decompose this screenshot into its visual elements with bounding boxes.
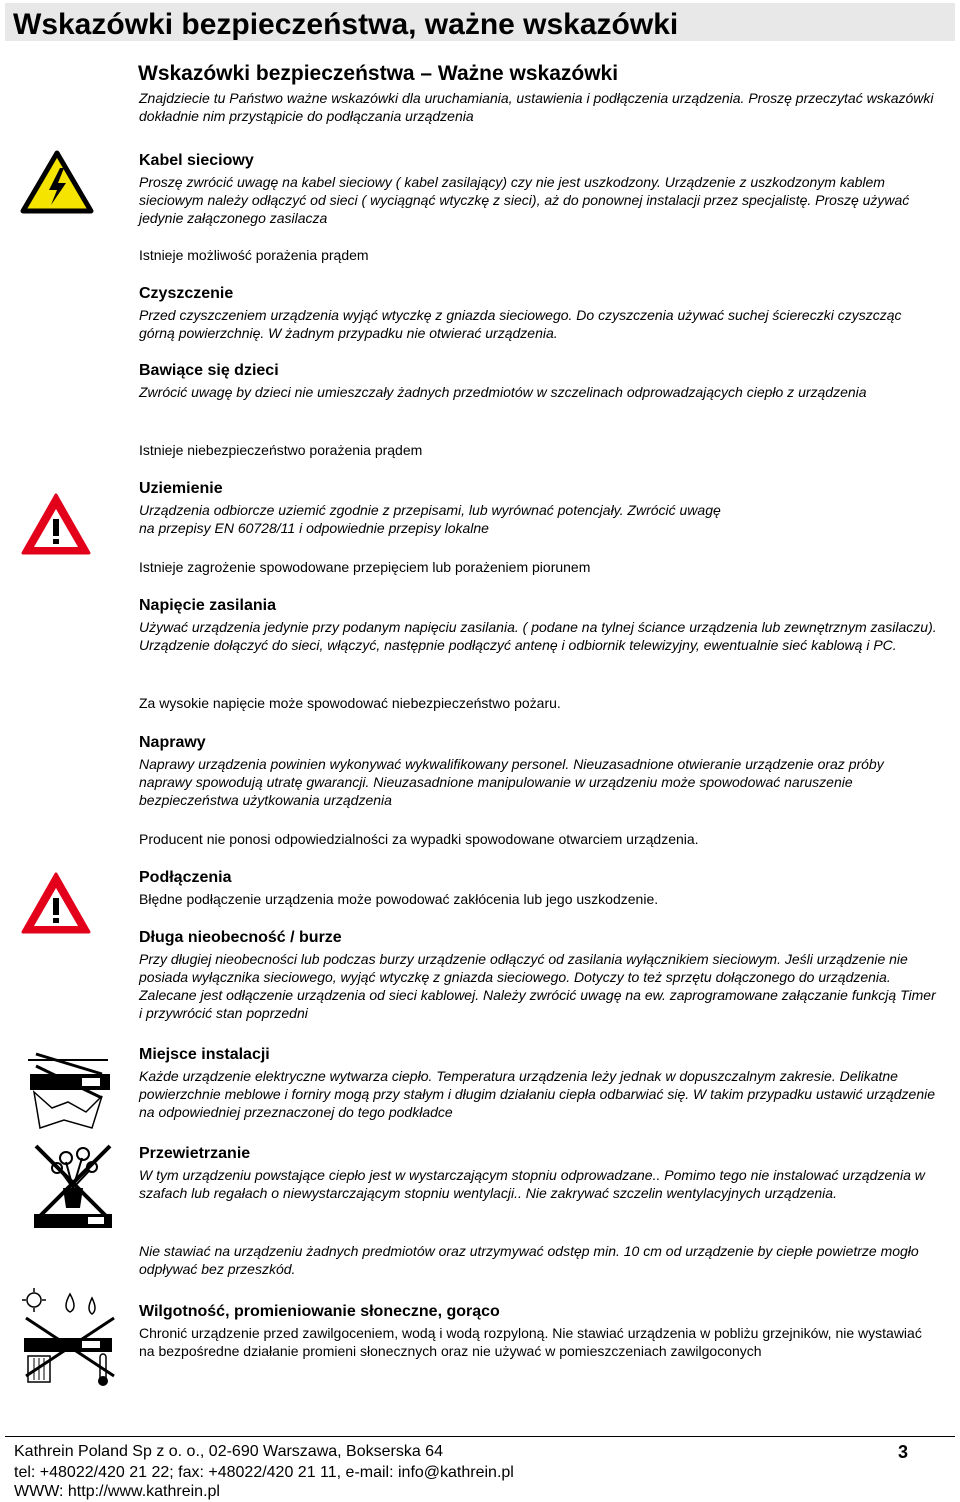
section-miejsce-instalacji — [139, 1045, 939, 1121]
title-bar — [5, 3, 955, 41]
section-text: Używać urządzenia jedynie przy podanym napięciu zasilania. ( podane na tylnej ściance urządzenia lub zewnętrznym zasilaczu). Urządzenie dołączyć do sieci, włączyć, następnie podłączyć antenę i odbiornik telewizyjny, ewentualnie sieć kablową i PC. — [139, 619, 937, 653]
intro-text: Znajdziecie tu Państwo ważne wskazówki dla uruchamiania, ustawienia i podłączenia urządzenia. Proszę przeczytać wskazówki dokładnie nim przystąpicie do podłączania urządzenia — [139, 90, 934, 124]
section-text: Chronić urządzenie przed zawilgoceniem, wodą i wodą rozpyloną. Nie stawiać urządzenia w pobliżu grzejników, nie wystawiać na bezpośredne działanie promieni słonecznych oraz nie używać w pomieszczeniach zawilgoconych — [139, 1325, 922, 1359]
section-text: Urządzenia odbiorcze uziemić zgodnie z przepisami, lub wyrównać potencjały. Zwrócić uwagę na przepisy EN 60728/11 i odpowiednie przepisy lokalne — [139, 502, 721, 536]
section-czyszczenie — [139, 284, 939, 342]
section-text: Zwrócić uwagę by dzieci nie umieszczały żadnych przedmiotów w szczelinach odprowadzających ciepło z urządzenia — [139, 384, 867, 400]
section-text: Przy długiej nieobecności lub podczas burzy urządzenie odłączyć od zasilania wyłącznikiem sieciowym. Jeśli urządzenie nie posiada wyłącznika sieciowego, wyjąć wtyczkę z gniazda sieciowego. Dotyczy to też sprzętu dołączonego do urządzenia. Zalecane jest odłączenie urządzenia od sieci kablowej. Należy zwrócić uwagę na ew. zaprogramowane załączanie funkcją Timer i przywrócić stan poprzedni — [139, 951, 936, 1021]
section-text: Proszę zwrócić uwagę na kabel sieciowy ( kabel zasilający) czy nie jest uszkodzony. Urządzenie z uszkodzonym kablem sieciowym należy odłączyć od sieci ( wyciągnąć wtyczkę z sieci), aż do ponownej instalacji przez specjalistę. Proszę używać jedynie załączonego zasilacza — [139, 174, 910, 226]
warning-note — [139, 694, 939, 712]
section-text: Naprawy urządzenia powinien wykonywać wykwalifikowany personel. Nieuzasadnione otwieranie urządzenie oraz próby naprawy spowodują utratę gwarancji. Nieuzasadnione manipulowanie w urządzeniu może spowodować naruszenie bezpieczeństwa użytkowania urządzenia — [139, 756, 884, 808]
no-objects-on-device-icon — [22, 1048, 114, 1134]
section-przewietrzanie — [139, 1144, 939, 1202]
section-heading: Podłączenia — [139, 869, 232, 886]
warning-note — [139, 830, 939, 848]
section-note: Istnieje możliwość porażenia prądem — [139, 247, 369, 263]
section-heading: Uziemienie — [139, 480, 223, 497]
section-heading: Napięcie zasilania — [139, 597, 276, 614]
page-number: 3 — [898, 1442, 909, 1462]
section-dzieci — [139, 361, 939, 401]
section-napiecie — [139, 596, 939, 654]
section-heading: Miejsce instalacji — [139, 1046, 270, 1063]
section-note: Istnieje niebezpieczeństwo porażenia prądem — [139, 442, 423, 458]
section-note: Producent nie ponosi odpowiedzialności za wypadki spowodowane otwarciem urządzenia. — [139, 831, 699, 847]
section-note: Błędne podłączenie urządzenia może powodować zakłócenia lub jego uszkodzenie. — [139, 891, 659, 907]
section-text: Nie stawiać na urządzeniu żadnych predmiotów oraz utrzymywać odstęp min. 10 cm od urządzenie by ciepłe powietrze mogło odpływać bez przeszkód. — [139, 1243, 919, 1277]
footer-divider — [5, 1436, 955, 1437]
section-heading: Wilgotność, promieniowanie słoneczne, gorąco — [139, 1303, 500, 1320]
warning-triangle-icon — [20, 492, 92, 556]
footer-www: WWW: http://www.kathrein.pl — [14, 1483, 220, 1500]
high-voltage-warning-icon — [20, 150, 94, 214]
section-note: Istnieje zagrożenie spowodowane przepięciem lub porażeniem piorunem — [139, 559, 591, 575]
section-naprawy — [139, 733, 939, 809]
section-text: Każde urządzenie elektryczne wytwarza ciepło. Temperatura urządzenia leży jednak w dopuszczalnym zakresie. Delikatne powierzchnie meblowe i forniry mogą przy stałym i długim działaniu ciepła odbarwiać się. W takim przypadku ustawić urządzenie na odpowiedniej przeznaczonej do tego podkładce — [139, 1068, 936, 1120]
warning-triangle-icon — [20, 871, 92, 935]
section-wilgotnosc — [139, 1302, 939, 1360]
no-flowers-on-device-icon — [30, 1140, 116, 1240]
section-heading: Kabel sieciowy — [139, 152, 254, 169]
warning-note — [139, 441, 939, 459]
page-title: Wskazówki bezpieczeństwa, ważne wskazówki — [13, 8, 679, 41]
footer-contact: tel: +48022/420 21 22; fax: +48022/420 21 11, e-mail: info@kathrein.pl — [14, 1464, 514, 1481]
section-text: W tym urządzeniu powstające ciepło jest w wystarczającym stopniu odprowadzane.. Pomimo tego nie instalować urządzenia w szafach lub regałach o niewystarczającym stopniu wentylacji.. Nie zakrywać szczelin wentylacyjnych urządzenia. — [139, 1167, 925, 1201]
section-nieobecnosc — [139, 928, 939, 1022]
section-note: Za wysokie napięcie może spowodować niebezpieczeństwo pożaru. — [139, 695, 561, 711]
section-text: Przed czyszczeniem urządzenia wyjąć wtyczkę z gniazda sieciowego. Do czyszczenia używać suchej ściereczki czyszcząc górną powierzchnię. W żadnym przypadku nie otwierać urządzenia. — [139, 307, 902, 341]
main-heading: Wskazówki bezpieczeństwa – Ważne wskazówki — [138, 62, 619, 85]
section-heading: Przewietrzanie — [139, 1145, 251, 1162]
section-przewietrzanie-extra — [139, 1242, 939, 1278]
section-heading: Naprawy — [139, 734, 206, 751]
section-uziemienie — [139, 479, 939, 537]
section-heading: Czyszczenie — [139, 285, 234, 302]
intro-section — [139, 89, 939, 125]
section-kabel-sieciowy — [139, 151, 939, 227]
section-heading: Bawiące się dzieci — [139, 362, 279, 379]
section-podlaczenia — [139, 868, 939, 908]
no-moisture-heat-icon — [18, 1288, 122, 1388]
warning-note — [139, 246, 939, 264]
warning-note — [139, 558, 939, 576]
footer-company: Kathrein Poland Sp z o. o., 02-690 Warszawa, Bokserska 64 — [14, 1443, 443, 1460]
section-heading: Długa nieobecność / burze — [139, 929, 342, 946]
